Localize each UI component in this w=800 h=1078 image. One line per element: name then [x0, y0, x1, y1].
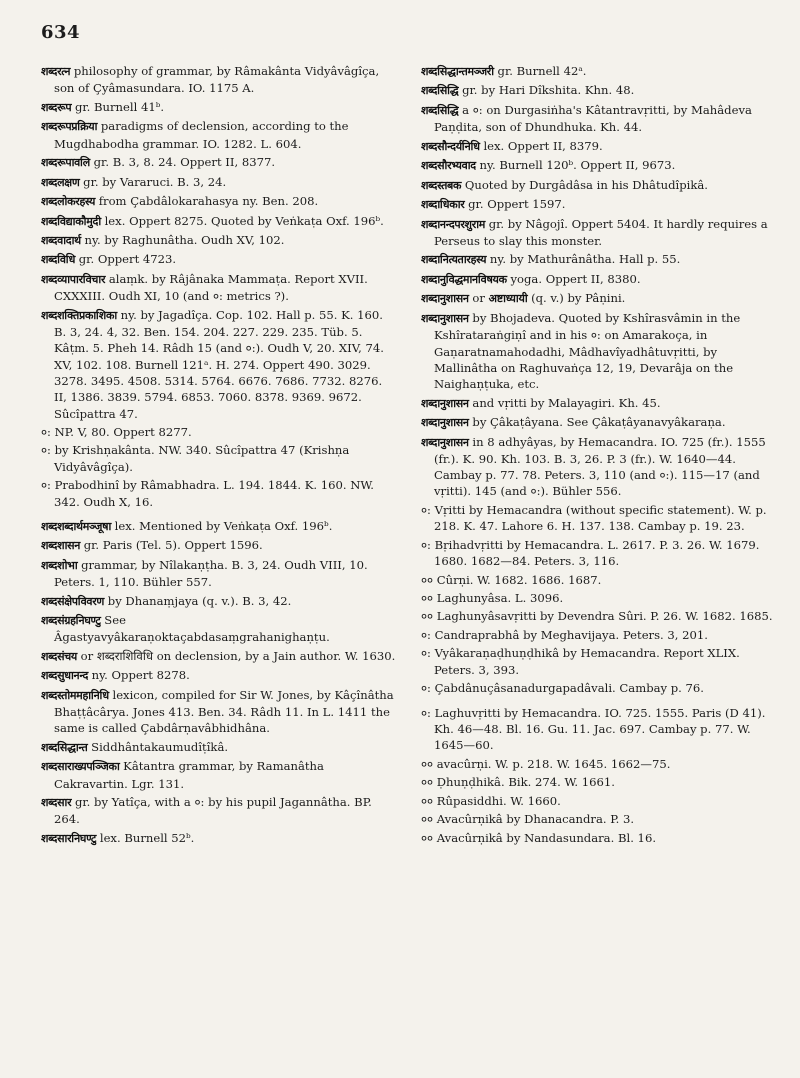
entry-text: gr. by Vararuci. B. 3, 24.	[79, 174, 227, 189]
entry-text: See Âgastyavyâkaraṇoktaçabdasaṃgrahanighaṇṭu.	[54, 613, 330, 645]
catalogue-entry	[41, 232, 396, 249]
left-column	[41, 63, 396, 849]
entry-text: paradigms of declension, according to the Mugdhabodha grammar. IO. 1282. L. 604.	[54, 119, 349, 151]
entry-text: lex. Oppert 8275. Quoted by Veṅkaṭa Oxf. 196ᵇ.	[100, 213, 384, 228]
entry-text: (q. v.) by Pâṇini.	[527, 291, 626, 306]
sub-entry	[421, 756, 773, 772]
catalogue-entry	[41, 307, 396, 422]
entry-headword: शब्दविधि	[41, 253, 76, 267]
sub-entry	[41, 442, 396, 475]
entry-text: ०: Bṛihadvṛitti by Hemacandra. L. 2617. P. 3. 26. W. 1679. 1680. 1682—84. Peters. 3, 116.	[421, 537, 760, 569]
catalogue-entry	[41, 648, 396, 665]
catalogue-entry	[41, 830, 396, 847]
entry-headword: शब्दसिद्धि	[421, 84, 459, 98]
catalogue-entry	[421, 177, 773, 194]
entry-headword: शब्दसौन्दर्यनिधि	[421, 139, 480, 153]
entry-headword: शब्दलोकरहस्य	[41, 195, 96, 209]
catalogue-entry	[41, 251, 396, 268]
sub-entry	[421, 627, 773, 643]
sub-entry	[41, 477, 396, 510]
entry-text: ०० Cûrṇi. W. 1682. 1686. 1687.	[421, 572, 602, 587]
catalogue-entry	[41, 63, 396, 97]
entry-text: gr. B. 3, 8. 24. Oppert II, 8377.	[89, 155, 276, 170]
catalogue-entry	[41, 794, 396, 828]
entry-headword: शब्दशक्तिप्रकाशिका	[41, 308, 117, 322]
catalogue-entry	[421, 102, 773, 136]
catalogue-entry	[41, 193, 396, 210]
sub-entry	[421, 811, 773, 827]
sub-entry	[41, 424, 396, 440]
catalogue-entry	[41, 537, 396, 554]
entry-text: ०: by Krishṇakânta. NW. 340. Sûcîpattra 47 (Krishṇa Vidyâvâgîça).	[41, 443, 350, 474]
entry-headword: शब्दस्तबक	[421, 178, 462, 192]
entry-headword: शब्दव्यापारविचार	[41, 272, 106, 286]
entry-text: lex. Burnell 52ᵇ.	[96, 830, 195, 845]
catalogue-entry	[41, 667, 396, 684]
entry-headword: शब्दसिद्धान्तमञ्जरी	[421, 65, 494, 78]
entry-text: grammar, by Nîlakaṇṭha. B. 3, 24. Oudh VIII, 10. Peters. 1, 110. Bühler 557.	[54, 557, 368, 590]
page-number: 634	[41, 22, 81, 43]
sub-entry	[421, 705, 773, 754]
entry-text: from Çabdâlokarahasya ny. Ben. 208.	[95, 194, 319, 209]
catalogue-entry	[421, 196, 773, 213]
entry-text: ०: Laghuvṛitti by Hemacandra. IO. 725. 1555. Paris (D 41). Kh. 46—48. Bl. 16. Gu. 11. Jac. 697. Cambay p. 77. W. 1645—60.	[421, 705, 766, 753]
entry-text: or	[468, 291, 489, 306]
entry-text: gr. by Nâgojî. Oppert 5404. It hardly requires a Perseus to slay this monster.	[434, 216, 768, 248]
entry-headword: शब्दसौरभ्यवाद	[421, 159, 476, 173]
entry-text: gr. Oppert 1597.	[464, 197, 566, 212]
catalogue-entry	[421, 251, 773, 268]
entry-headword: शब्दसंचय	[41, 649, 77, 663]
entry-text: by Dhanaṃjaya (q. v.). B. 3, 42.	[104, 593, 292, 608]
entry-text: lex. Oppert II, 8379.	[479, 138, 603, 153]
entry-text: gr. Burnell 41ᵇ.	[71, 99, 165, 114]
entry-headword: शब्दसंग्रहनिघण्टु	[41, 614, 101, 628]
entry-headword: शब्दानुशासन	[421, 292, 469, 306]
entry-text: ०० Rûpasiddhi. W. 1660.	[421, 793, 561, 808]
entry-text: ०० Ḍhuṇḍhikâ. Bik. 274. W. 1661.	[421, 775, 615, 790]
entry-text: ०: Candraprabhâ by Meghavijaya. Peters. 3, 201.	[421, 627, 708, 642]
sub-entry	[421, 537, 773, 570]
entry-text: gr. by Yatîça, with a ०: by his pupil Jagannâtha. BP. 264.	[54, 795, 372, 827]
entry-text: ०० Laghunyâsavṛitti by Devendra Sûri. P. 26. W. 1682. 1685.	[421, 609, 773, 624]
entry-headword: शब्दसुधानन्द	[41, 669, 88, 683]
entry-headword-alt: अष्टाध्यायी	[488, 292, 528, 306]
catalogue-entry	[41, 687, 396, 737]
entry-text: in 8 adhyâyas, by Hemacandra. IO. 725 (fr.). 1555 (fr.). K. 90. Kh. 103. B. 3, 26. P. 3 (fr.). W. 1640—44. Cambay p. 77. 78. Peters. 3, 110 (and ०:). 115—17 (and vṛitti). 145 (and ०:). Bühler 556.	[434, 434, 766, 499]
entry-headword: शब्दसिद्धि	[421, 103, 459, 117]
sub-entry	[421, 830, 773, 846]
sub-entry	[421, 645, 773, 678]
entry-text: ny. Burnell 120ᵇ. Oppert II, 9673.	[475, 158, 676, 173]
catalogue-entry	[421, 216, 773, 250]
entry-headword: शब्दाधिकार	[421, 198, 465, 212]
entry-text: and vṛitti by Malayagiri. Kh. 45.	[468, 395, 661, 410]
entry-headword: शब्दवादार्थ	[41, 233, 81, 247]
catalogue-entry	[41, 557, 396, 591]
entry-text: ०: Çabdânuçâsanadurgapadâvali. Cambay p. 76.	[421, 681, 704, 696]
entry-text: gr. by Hari Dîkshita. Khn. 48.	[458, 83, 635, 98]
entry-text: lexicon, compiled for Sir W. Jones, by Kâçînâtha Bhaṭṭâcârya. Jones 413. Ben. 34. Râdh 11. In L. 1411 the same is called Çabdârṇavâbhidhâna.	[54, 687, 394, 736]
entry-headword: शब्दसाराख्यपञ्जिका	[41, 760, 120, 774]
catalogue-entry	[41, 518, 396, 535]
entry-text: ०० avacûrṇi. W. p. 218. W. 1645. 1662—75.	[421, 756, 671, 771]
entry-text: philosophy of grammar, by Râmakânta Vidyâvâgîça, son of Çyâmasundara. IO. 1175 A.	[54, 64, 380, 96]
catalogue-entry	[41, 593, 396, 610]
entry-text: ०: Vyâkaraṇaḍhuṇḍhikâ by Hemacandra. Report XLIX. Peters. 3, 393.	[421, 646, 740, 677]
entry-text: ०० Laghunyâsa. L. 3096.	[421, 590, 564, 605]
entry-text: alaṃk. by Râjânaka Mammaṭa. Report XVII. CXXXIII. Oudh XI, 10 (and ०: metrics ?).	[54, 271, 368, 304]
entry-text: by Bhojadeva. Quoted by Kshîrasvâmin in the Kshîrataraṅgiṇî and in his ०: on Amarakoça, in Gaṇaratnamahodadhi, Mâdhavîyadhâtuvṛitti, by Mallinâtha on Raghuvaṅça 12, 19, Devarâja on the Naighaṇṭuka, etc.	[434, 310, 741, 392]
entry-headword: शब्दरत्न	[41, 65, 71, 78]
catalogue-entry	[421, 82, 773, 99]
entry-headword: शब्दानन्दपरशुराम	[421, 217, 486, 231]
catalogue-entry	[41, 758, 396, 792]
catalogue-entry	[421, 414, 773, 431]
entry-text: or शब्दराशिविधि on declension, by a Jain author. W. 1630.	[77, 648, 396, 663]
entry-text: lex. Mentioned by Veṅkaṭa Oxf. 196ᵇ.	[111, 518, 333, 533]
entry-headword: शब्दशोभा	[41, 558, 78, 572]
catalogue-entry	[421, 157, 773, 174]
sub-entry	[421, 680, 773, 696]
entry-text: ०: NP. V, 80. Oppert 8277.	[41, 425, 192, 439]
catalogue-entry	[41, 118, 396, 152]
entry-headword: शब्दानुविद्धमानविषयक	[421, 272, 507, 286]
entry-text: a ०: on Durgasiṅha's Kâtantravṛitti, by Mahâdeva Paṇḍita, son of Dhundhuka. Kh. 44.	[434, 102, 752, 135]
sub-entry	[421, 793, 773, 809]
catalogue-entry	[421, 310, 773, 392]
entry-text: by Çâkaṭâyana. See Çâkaṭâyanavyâkaraṇa.	[468, 415, 726, 430]
catalogue-entry	[41, 739, 396, 756]
catalogue-entry	[421, 63, 773, 80]
entry-text: ny. Oppert 8278.	[87, 668, 190, 683]
entry-text: gr. Oppert 4723.	[75, 252, 177, 267]
sub-entry	[421, 572, 773, 588]
catalogue-entry	[421, 138, 773, 155]
entry-headword: शब्दानुशासन	[421, 435, 469, 449]
entry-text: gr. Paris (Tel. 5). Oppert 1596.	[80, 538, 263, 553]
entry-headword: शब्दस्तोममहानिधि	[41, 688, 109, 702]
entry-headword: शब्दानुशासन	[421, 416, 469, 430]
entry-text: gr. Burnell 42ᵃ.	[493, 64, 587, 78]
right-column	[421, 63, 773, 848]
entry-text: ny. by Raghunâtha. Oudh XV, 102.	[80, 232, 285, 247]
catalogue-entry	[421, 434, 773, 500]
catalogue-entry	[41, 174, 396, 191]
entry-headword: शब्दरूपावलि	[41, 156, 90, 170]
entry-text: ०० Avacûrṇikâ by Nandasundara. Bl. 16.	[421, 830, 656, 845]
catalogue-entry	[41, 154, 396, 171]
catalogue-entry	[41, 612, 396, 646]
entry-text: ०० Avacûrṇikâ by Dhanacandra. P. 3.	[421, 812, 635, 827]
entry-headword: शब्दसारनिघण्टु	[41, 831, 97, 845]
sub-entry	[421, 774, 773, 790]
entry-headword: शब्दसिद्धान्त	[41, 740, 88, 754]
entry-headword: शब्दसार	[41, 796, 72, 810]
entry-headword: शब्दशासन	[41, 539, 81, 553]
catalogue-entry	[421, 271, 773, 288]
entry-text: Siddhântakaumudîṭîkâ.	[87, 739, 229, 754]
catalogue-entry	[421, 395, 773, 412]
entry-text: ०: Prabodhinî by Râmabhadra. L. 194. 1844. K. 160. NW. 342. Oudh X, 16.	[41, 478, 374, 509]
entry-headword: शब्दानुशासन	[421, 396, 469, 410]
catalogue-entry	[421, 290, 773, 307]
entry-text: ०: Vṛitti by Hemacandra (without specific statement). W. p. 218. K. 47. Lahore 6. H. 137. 138. Cambay p. 19. 23.	[421, 502, 767, 534]
catalogue-entry	[41, 271, 396, 305]
entry-headword: शब्दरूपप्रक्रिया	[41, 120, 98, 134]
sub-entry	[421, 502, 773, 535]
entry-headword: शब्दानित्यतारहस्य	[421, 253, 487, 267]
entry-headword: शब्दानुशासन	[421, 311, 469, 325]
catalogue-entry	[41, 99, 396, 116]
sub-entry	[421, 608, 773, 624]
entry-text: ny. by Jagadîça. Cop. 102. Hall p. 55. K. 160. B. 3, 24. 4, 32. Ben. 154. 204. 227. 229. 235. Tüb. 5. Kâṭm. 5. Pheh 14. Râdh 15 (and ०:). Oudh V, 20. XIV, 74. XV, 102. 108. Burnell 121ᵃ. H. 274. Oppert 490. 3029. 3278. 3495. 4508. 5314. 5764. 6676. 7686. 7732. 8276. II, 1386. 3839. 5794. 6853. 7060. 8378. 9369. 9672. Sûcîpattra 47.	[54, 307, 384, 421]
sub-entry	[421, 590, 773, 606]
catalogue-entry	[41, 213, 396, 230]
entry-headword: शब्दलक्षण	[41, 175, 80, 189]
entry-headword: शब्दशब्दार्थमञ्जूषा	[41, 519, 111, 533]
entry-text: ny. by Mathurânâtha. Hall p. 55.	[486, 252, 681, 267]
entry-headword: शब्दविद्याकौमुदी	[41, 214, 101, 228]
entry-text: yoga. Oppert II, 8380.	[506, 271, 641, 286]
entry-headword: शब्दसंक्षेपविवरण	[41, 594, 105, 608]
entry-headword: शब्दरूप	[41, 100, 72, 114]
entry-text: Quoted by Durgâdâsa in his Dhâtudîpikâ.	[461, 177, 708, 192]
entry-text: Kâtantra grammar, by Ramanâtha Cakravartin. Lgr. 131.	[54, 759, 324, 791]
